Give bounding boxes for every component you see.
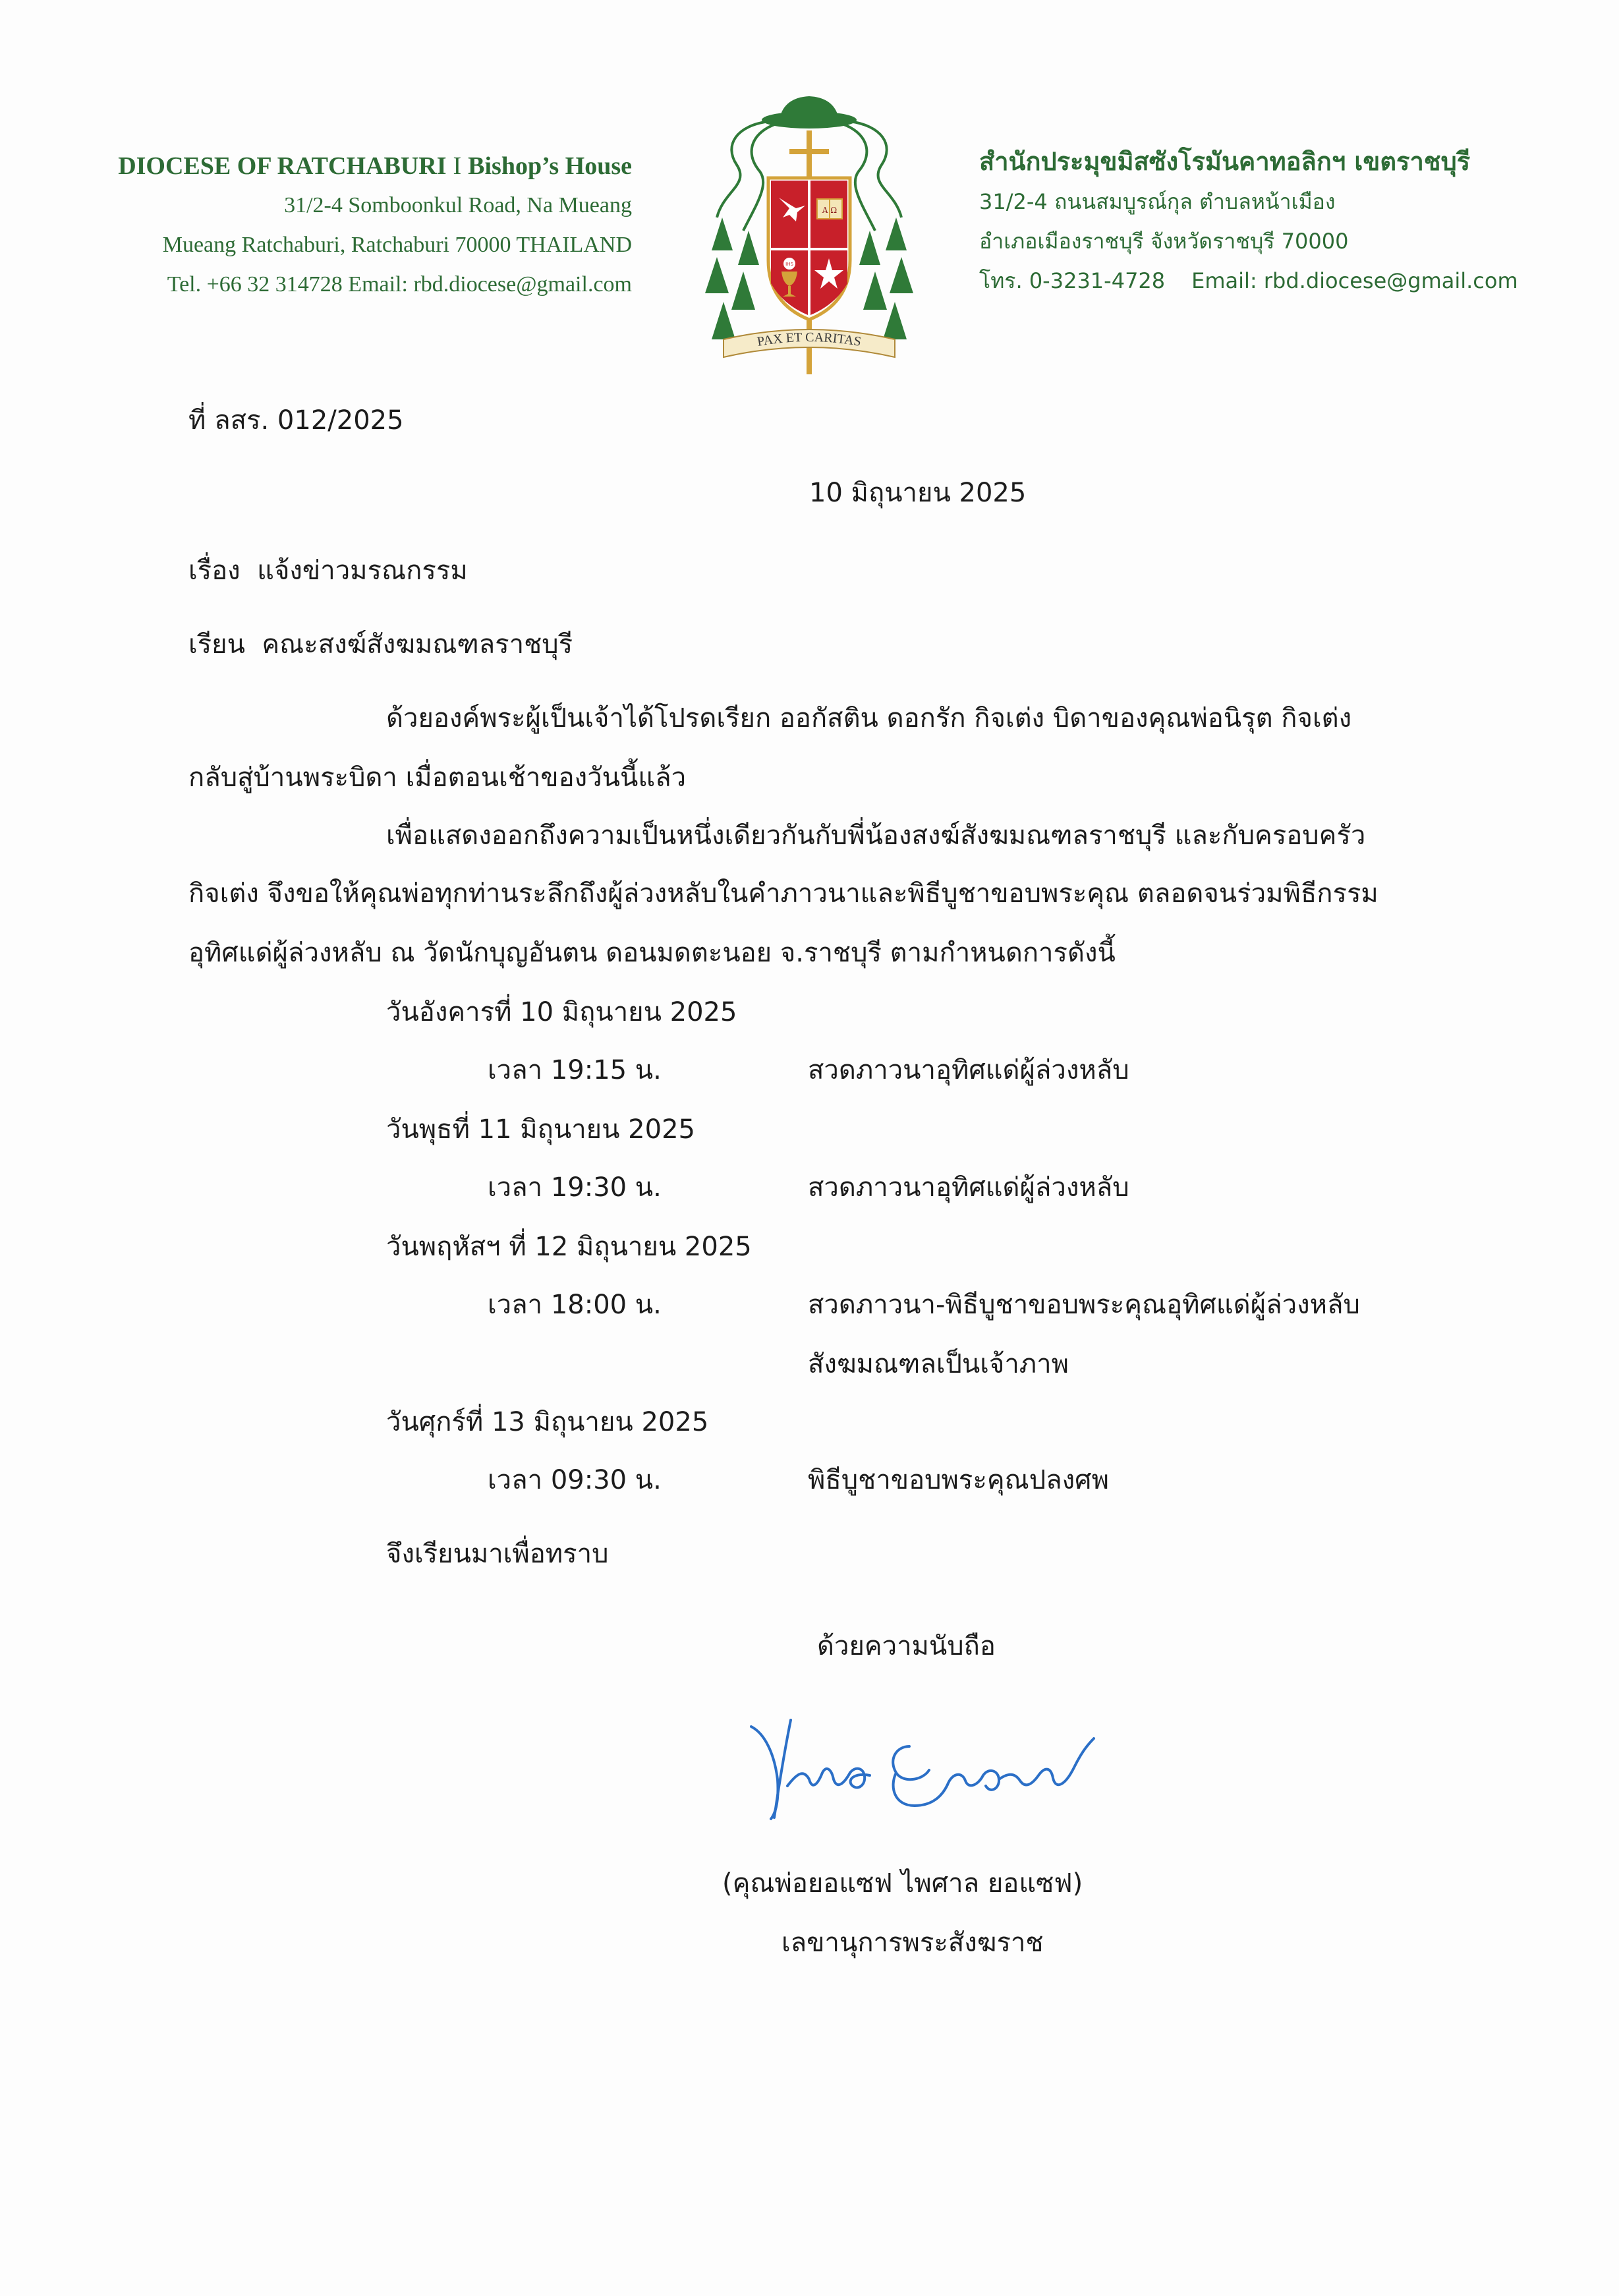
schedule-day: วันพุธที่ 11 มิถุนายน 2025 bbox=[386, 1114, 695, 1145]
recipient-line bbox=[188, 626, 573, 663]
motto-text: PAX ET CARITAS bbox=[756, 330, 863, 349]
schedule-day: วันอังคารที่ 10 มิถุนายน 2025 bbox=[386, 997, 737, 1027]
subject-line bbox=[188, 552, 468, 589]
recipient-text: คณะสงฆ์สังฆมณฑลราชบุรี bbox=[262, 629, 573, 660]
cord-left bbox=[717, 121, 770, 217]
letterhead-org-en bbox=[118, 146, 632, 186]
chalice-letters: IHS bbox=[785, 262, 793, 267]
bishops-house-label: Bishop’s House bbox=[468, 152, 632, 180]
schedule-activity: พิธีบูชาขอบพระคุณปลงศพ bbox=[808, 1465, 1109, 1495]
reference-number: ที่ ลสร. 012/2025 bbox=[188, 405, 404, 436]
hat-crown bbox=[780, 96, 839, 119]
schedule-activity: สวดภาวนา-พิธีบูชาขอบพระคุณอุทิศแด่ผู้ล่วงหลับ bbox=[808, 1290, 1360, 1320]
cord-right bbox=[849, 121, 901, 217]
schedule-activity: สวดภาวนาอุทิศแด่ผู้ล่วงหลับ bbox=[808, 1055, 1129, 1085]
schedule-time: เวลา 19:30 น. bbox=[488, 1172, 662, 1203]
letterhead-separator: I bbox=[453, 152, 462, 180]
phone-th: โทร. 0-3231-4728 bbox=[979, 268, 1166, 293]
letterhead-org-th: สำนักประมุขมิสซังโรมันคาทอลิกฯ เขตราชบุรี bbox=[979, 147, 1471, 176]
subject-text: แจ้งข่าวมรณกรรม bbox=[257, 556, 468, 586]
schedule-note: สังฆมณฑลเป็นเจ้าภาพ bbox=[808, 1349, 1069, 1379]
paragraph-2-line-3: อุทิศแด่ผู้ล่วงหลับ ณ วัดนักบุญอันตน ดอนมดตะนอย จ.ราชบุรี ตามกำหนดการดังนี้ bbox=[188, 938, 1116, 968]
tassels-right bbox=[859, 217, 913, 339]
coat-of-arms-emblem bbox=[697, 92, 921, 386]
paragraph-1-line-2: กลับสู่บ้านพระบิดา เมื่อตอนเช้าของวันนี้แล้ว bbox=[188, 762, 687, 793]
letterhead-thai bbox=[979, 141, 1518, 301]
closing-line: จึงเรียนมาเพื่อทราบ bbox=[386, 1539, 609, 1569]
address-line-2-th: อำเภอเมืองราชบุรี จังหวัดราชบุรี 70000 bbox=[979, 229, 1349, 254]
diocese-name: DIOCESE OF RATCHABURI bbox=[118, 152, 447, 180]
schedule-time: เวลา 18:00 น. bbox=[488, 1290, 662, 1320]
signer-title: เลขานุการพระสังฆราช bbox=[781, 1928, 1044, 1958]
address-line-1-th: 31/2-4 ถนนสมบูรณ์กุล ตำบลหน้าเมือง bbox=[979, 189, 1336, 214]
schedule-time: เวลา 19:15 น. bbox=[488, 1055, 662, 1085]
schedule-time: เวลา 09:30 น. bbox=[488, 1465, 662, 1495]
paragraph-2-line-2: กิจเต่ง จึงขอให้คุณพ่อทุกท่านระลึกถึงผู้ล่วงหลับในคำภาวนาและพิธีบูชาขอบพระคุณ ตลอดจนร่วมพิธีกรรม bbox=[188, 878, 1378, 909]
address-line-1-en: 31/2-4 Somboonkul Road, Na Mueang bbox=[284, 193, 632, 217]
schedule-activity: สวดภาวนาอุทิศแด่ผู้ล่วงหลับ bbox=[808, 1172, 1129, 1203]
recipient-label: เรียน bbox=[188, 629, 245, 660]
address-line-2-en: Mueang Ratchaburi, Ratchaburi 70000 THAILAND bbox=[162, 233, 632, 257]
schedule-day: วันพฤหัสฯ ที่ 12 มิถุนายน 2025 bbox=[386, 1232, 752, 1262]
contact-line-en: Tel. +66 32 314728 Email: rbd.diocese@gmail.com bbox=[167, 272, 632, 297]
signer-name: (คุณพ่อยอแซฟ ไพศาล ยอแซฟ) bbox=[722, 1868, 1083, 1899]
tassels-left bbox=[705, 217, 759, 339]
paragraph-1-line-1: ด้วยองค์พระผู้เป็นเจ้าได้โปรดเรียก ออกัสติน ดอกรัก กิจเต่ง บิดาของคุณพ่อนิรุต กิจเต่ง bbox=[386, 703, 1352, 733]
letterhead-english bbox=[118, 146, 632, 304]
regards-line: ด้วยความนับถือ bbox=[817, 1631, 996, 1661]
contact-line-th bbox=[979, 261, 1518, 301]
book-letters: A Ω bbox=[822, 206, 838, 215]
email-th: Email: rbd.diocese@gmail.com bbox=[1191, 268, 1518, 293]
handwritten-signature bbox=[738, 1707, 1107, 1832]
subject-label: เรื่อง bbox=[188, 556, 241, 586]
cross-bar bbox=[789, 149, 829, 154]
letter-date: 10 มิถุนายน 2025 bbox=[809, 478, 1027, 508]
schedule-day: วันศุกร์ที่ 13 มิถุนายน 2025 bbox=[386, 1407, 709, 1437]
paragraph-2-line-1: เพื่อแสดงออกถึงความเป็นหนึ่งเดียวกันกับพี่น้องสงฆ์สังฆมณฑลราชบุรี และกับครอบครัว bbox=[386, 820, 1366, 851]
